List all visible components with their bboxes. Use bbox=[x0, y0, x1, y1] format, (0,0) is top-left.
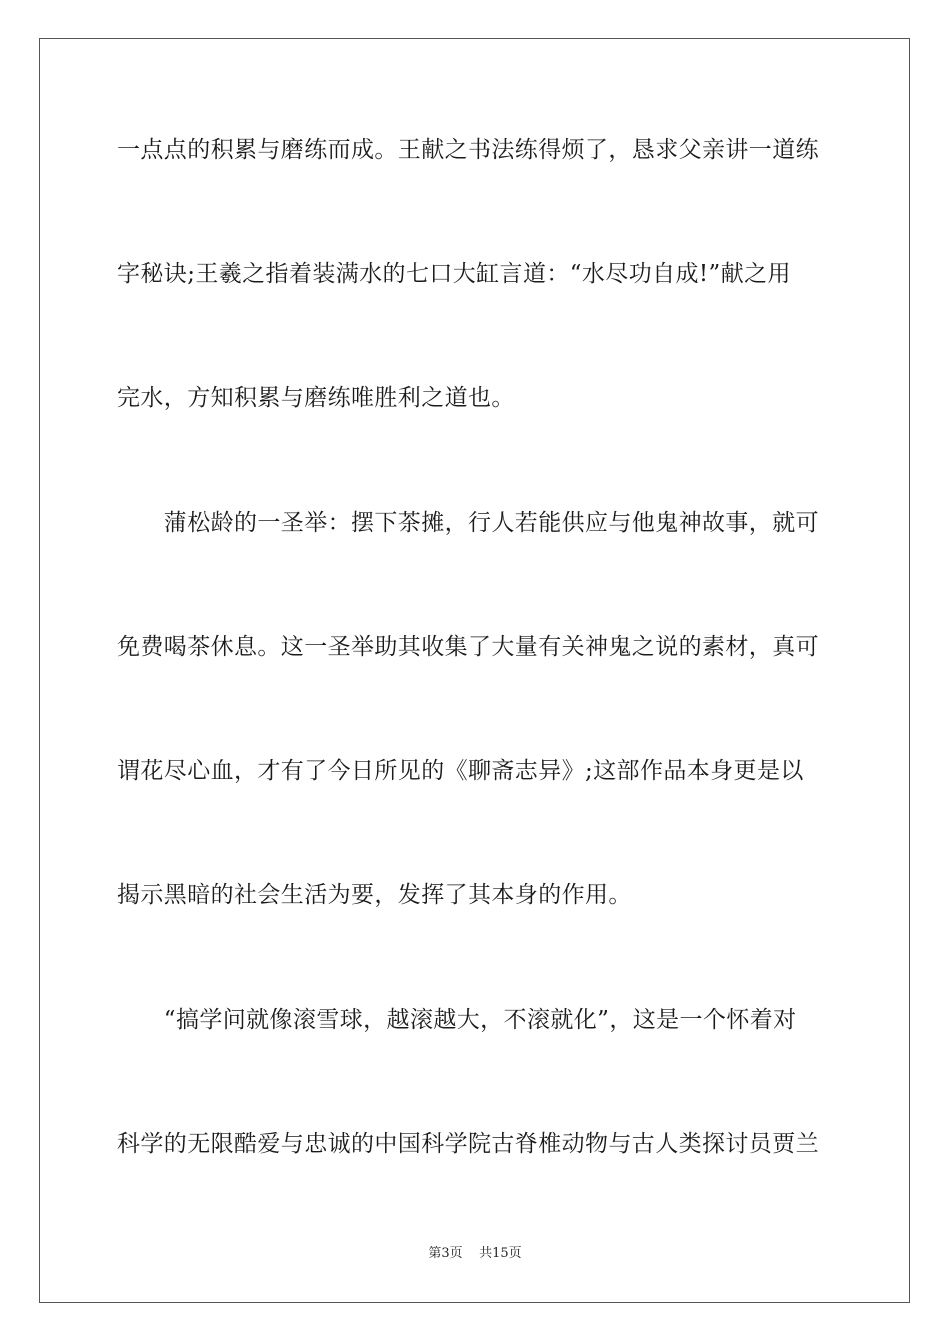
text-line-6: 谓花尽心血，才有了今日所见的《聊斋志异》;这部作品本身更是以 bbox=[117, 758, 804, 784]
text-line-7: 揭示黑暗的社会生活为要，发挥了其本身的作用。 bbox=[117, 882, 632, 908]
page-number: 第3页 bbox=[428, 1246, 463, 1261]
page-frame bbox=[39, 38, 910, 1303]
text-line-3: 完水，方知积累与磨练唯胜利之道也。 bbox=[117, 385, 515, 411]
text-line-1: 一点点的积累与磨练而成。王献之书法练得烦了，恳求父亲讲一道练 bbox=[117, 137, 819, 163]
text-line-8: “搞学问就像滚雪球，越滚越大，不滚就化”，这是一个怀着对 bbox=[117, 1007, 797, 1033]
page-footer bbox=[0, 1245, 950, 1263]
text-line-2: 字秘诀;王羲之指着装满水的七口大缸言道：“水尽功自成!”献之用 bbox=[117, 261, 791, 287]
total-pages: 共15页 bbox=[479, 1246, 522, 1261]
text-line-4: 蒲松龄的一圣举：摆下茶摊，行人若能供应与他鬼神故事，就可 bbox=[117, 510, 819, 536]
text-line-9: 科学的无限酷爱与忠诚的中国科学院古脊椎动物与古人类探讨员贾兰 bbox=[117, 1131, 819, 1157]
text-line-5: 免费喝茶休息。这一圣举助其收集了大量有关神鬼之说的素材，真可 bbox=[117, 634, 819, 660]
